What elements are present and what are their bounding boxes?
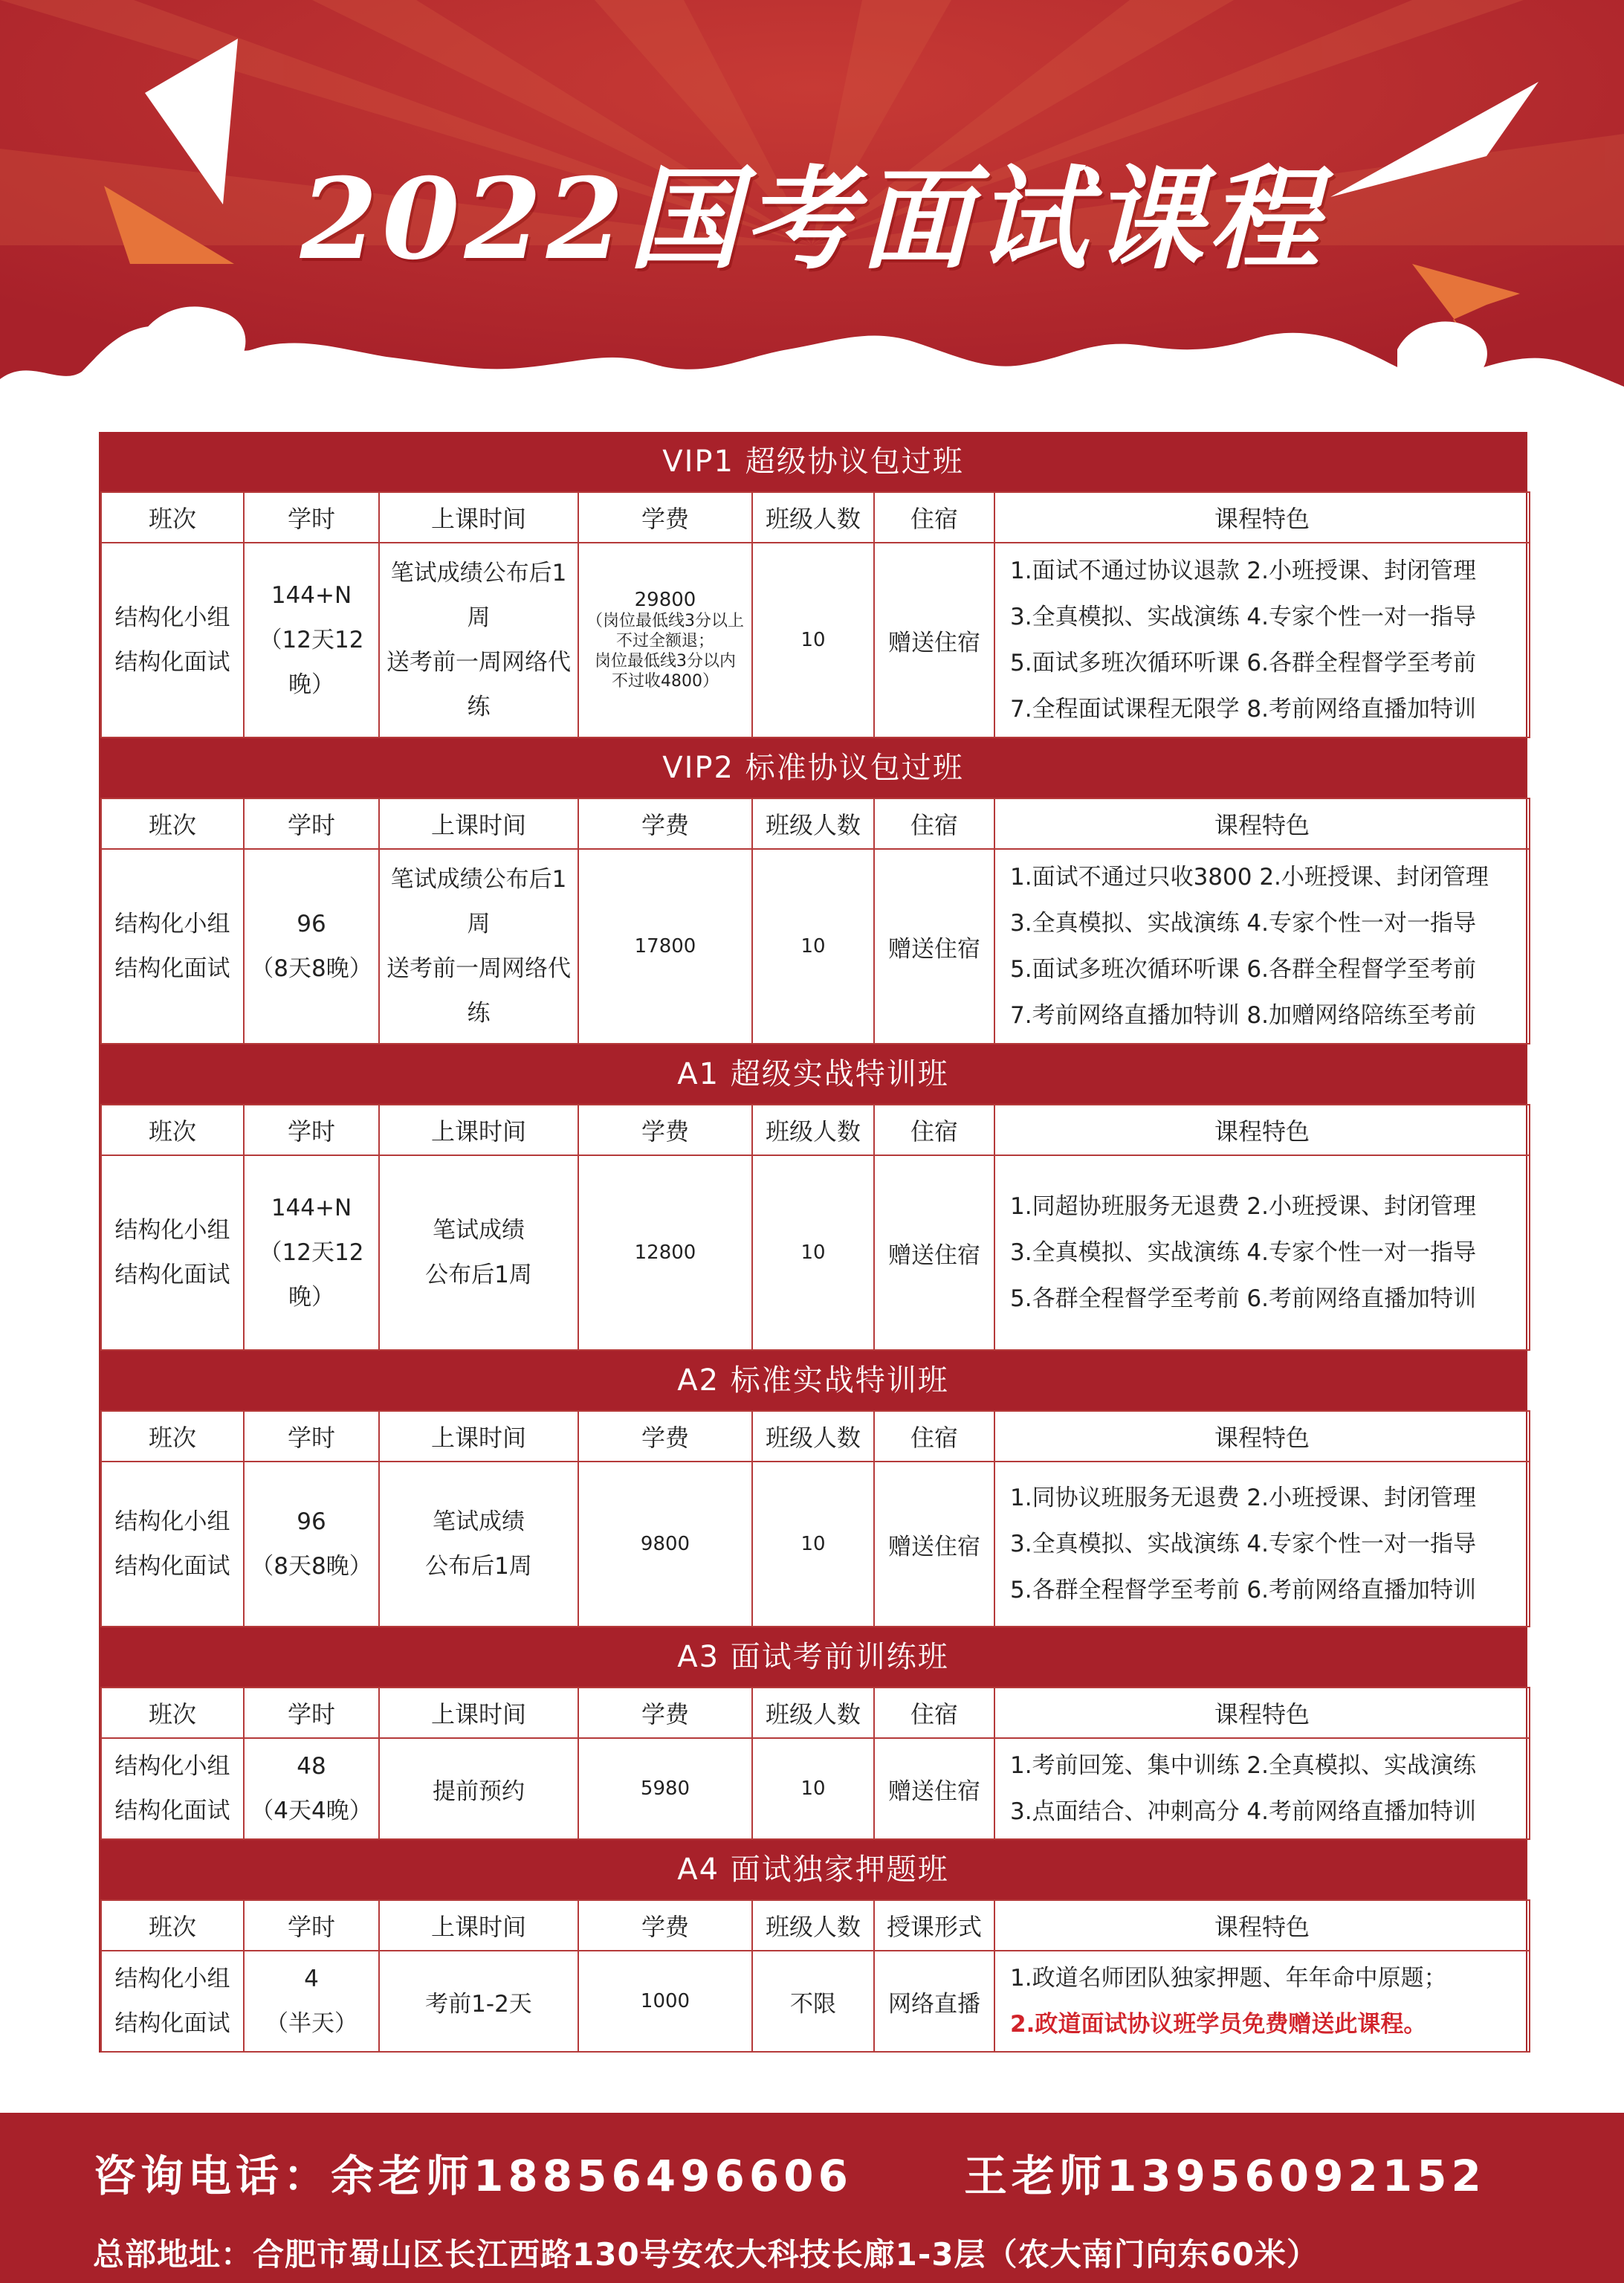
hours-cell: 144+N （12天12晚） — [244, 543, 379, 737]
lodging-cell: 赠送住宿 — [874, 1155, 994, 1350]
table-row — [101, 1951, 1530, 2052]
header-size: 班级人数 — [752, 492, 874, 543]
feature-line: 1.同协议班服务无退费 2.小班授课、封闭管理 — [1010, 1485, 1477, 1511]
table-row — [101, 543, 1530, 737]
header-class: 班次 — [101, 1688, 244, 1738]
section-title: VIP1 超级协议包过班 — [100, 432, 1526, 491]
tuition-cell: 12800 — [578, 1155, 752, 1350]
feature-line: 5.面试多班次循环听课 6.各群全程督学至考前 — [1010, 956, 1477, 983]
lodging-cell: 赠送住宿 — [874, 1738, 994, 1839]
header-tuition: 学费 — [578, 1411, 752, 1462]
schedule-cell: 考前1-2天 — [379, 1951, 578, 2052]
section-vip1 — [99, 432, 1527, 738]
feature-line: 1.面试不通过只收3800 2.小班授课、封闭管理 — [1010, 864, 1489, 891]
schedule-cell: 笔试成绩公布后1周 送考前一周网络代练 — [379, 543, 578, 737]
header-features: 课程特色 — [994, 1900, 1530, 1951]
feature-line: 7.考前网络直播加特训 8.加赠网络陪练至考前 — [1010, 1002, 1477, 1029]
header-features: 课程特色 — [994, 1688, 1530, 1738]
class-type-cell: 结构化小组 结构化面试 — [101, 1738, 244, 1839]
feature-line: 3.全真模拟、实战演练 4.专家个性一对一指导 — [1010, 1531, 1477, 1557]
header-lodging: 住宿 — [874, 492, 994, 543]
lodging-cell: 赠送住宿 — [874, 1462, 994, 1627]
header-lodging: 住宿 — [874, 1688, 994, 1738]
section-title: A1 超级实战特训班 — [100, 1044, 1526, 1104]
hours-cell: 96 （8天8晚） — [244, 849, 379, 1044]
features-cell — [994, 1462, 1530, 1627]
table-row — [101, 1155, 1530, 1350]
section-title: A3 面试考前训练班 — [100, 1627, 1526, 1687]
schedule-cell: 笔试成绩公布后1周 送考前一周网络代练 — [379, 849, 578, 1044]
feature-line: 1.面试不通过协议退款 2.小班授课、封闭管理 — [1010, 558, 1477, 584]
header-class: 班次 — [101, 1411, 244, 1462]
section-a4 — [99, 1840, 1527, 2053]
tuition-cell: 17800 — [578, 849, 752, 1044]
header-class: 班次 — [101, 492, 244, 543]
size-cell: 10 — [752, 1738, 874, 1839]
section-vip2 — [99, 738, 1527, 1044]
course-table — [100, 1687, 1530, 1840]
tuition-note: （岗位最低线3分以上 不过全额退； 岗位最低线3分以内 不过收4800） — [586, 612, 744, 691]
feature-line: 1.考前回笼、集中训练 2.全真模拟、实战演练 — [1010, 1752, 1477, 1779]
section-title: A2 标准实战特训班 — [100, 1351, 1526, 1410]
table-header-row — [101, 798, 1530, 849]
header-lodging: 住宿 — [874, 1105, 994, 1155]
header-tuition: 学费 — [578, 1688, 752, 1738]
class-type-cell: 结构化小组 结构化面试 — [101, 1155, 244, 1350]
header-teaching-format: 授课形式 — [874, 1900, 994, 1951]
course-table — [100, 491, 1530, 738]
table-row — [101, 849, 1530, 1044]
lodging-cell: 网络直播 — [874, 1951, 994, 2052]
lodging-cell: 赠送住宿 — [874, 849, 994, 1044]
course-table — [100, 1410, 1530, 1627]
section-title: A4 面试独家押题班 — [100, 1840, 1526, 1899]
table-header-row — [101, 1688, 1530, 1738]
feature-line: 5.面试多班次循环听课 6.各群全程督学至考前 — [1010, 650, 1477, 676]
table-header-row — [101, 1105, 1530, 1155]
features-cell — [994, 1738, 1530, 1839]
size-cell: 不限 — [752, 1951, 874, 2052]
header-features: 课程特色 — [994, 798, 1530, 849]
header-hours: 学时 — [244, 798, 379, 849]
feature-line: 3.全真模拟、实战演练 4.专家个性一对一指导 — [1010, 604, 1477, 630]
phone-label: 咨询电话： — [93, 2151, 331, 2201]
section-a1 — [99, 1044, 1527, 1351]
features-cell — [994, 1951, 1530, 2052]
header-size: 班级人数 — [752, 1900, 874, 1951]
header-hours: 学时 — [244, 1411, 379, 1462]
features-cell — [994, 849, 1530, 1044]
header-schedule: 上课时间 — [379, 1688, 578, 1738]
header-schedule: 上课时间 — [379, 1900, 578, 1951]
size-cell: 10 — [752, 1155, 874, 1350]
header-hours: 学时 — [244, 1900, 379, 1951]
lodging-cell: 赠送住宿 — [874, 543, 994, 737]
table-header-row — [101, 1900, 1530, 1951]
table-header-row — [101, 1411, 1530, 1462]
feature-line: 5.各群全程督学至考前 6.考前网络直播加特训 — [1010, 1577, 1477, 1604]
size-cell: 10 — [752, 543, 874, 737]
header-size: 班级人数 — [752, 1688, 874, 1738]
header-size: 班级人数 — [752, 798, 874, 849]
course-sections — [99, 432, 1527, 2053]
header-lodging: 住宿 — [874, 1411, 994, 1462]
header-tuition: 学费 — [578, 1900, 752, 1951]
header-class: 班次 — [101, 1105, 244, 1155]
contact-1: 余老师18856496606 — [331, 2151, 853, 2201]
course-table — [100, 1899, 1530, 2053]
tuition-cell: 5980 — [578, 1738, 752, 1839]
class-type-cell: 结构化小组 结构化面试 — [101, 543, 244, 737]
header-hours: 学时 — [244, 1688, 379, 1738]
table-header-row — [101, 492, 1530, 543]
features-cell — [994, 1155, 1530, 1350]
header-schedule: 上课时间 — [379, 492, 578, 543]
class-type-cell: 结构化小组 结构化面试 — [101, 849, 244, 1044]
feature-line: 3.点面结合、冲刺高分 4.考前网络直播加特训 — [1010, 1798, 1477, 1825]
features-cell — [994, 543, 1530, 737]
tuition-price: 29800 — [634, 589, 696, 611]
schedule-cell: 提前预约 — [379, 1738, 578, 1839]
class-type-cell: 结构化小组 结构化面试 — [101, 1951, 244, 2052]
header-tuition: 学费 — [578, 1105, 752, 1155]
header-features: 课程特色 — [994, 492, 1530, 543]
header-tuition: 学费 — [578, 492, 752, 543]
header-schedule: 上课时间 — [379, 798, 578, 849]
table-row — [101, 1738, 1530, 1839]
section-a2 — [99, 1351, 1527, 1627]
schedule-cell: 笔试成绩 公布后1周 — [379, 1462, 578, 1627]
feature-line: 1.同超协班服务无退费 2.小班授课、封闭管理 — [1010, 1193, 1477, 1220]
tuition-cell — [578, 543, 752, 737]
feature-line: 3.全真模拟、实战演练 4.专家个性一对一指导 — [1010, 1239, 1477, 1266]
header-hours: 学时 — [244, 492, 379, 543]
contact-2: 王老师13956092152 — [963, 2151, 1486, 2201]
hours-cell: 144+N （12天12晚） — [244, 1155, 379, 1350]
header-size: 班级人数 — [752, 1105, 874, 1155]
header-schedule: 上课时间 — [379, 1105, 578, 1155]
header-class: 班次 — [101, 1900, 244, 1951]
tuition-cell: 9800 — [578, 1462, 752, 1627]
hours-cell: 96 （8天8晚） — [244, 1462, 379, 1627]
section-title: VIP2 标准协议包过班 — [100, 738, 1526, 798]
feature-line: 7.全程面试课程无限学 8.考前网络直播加特训 — [1010, 696, 1477, 723]
header-schedule: 上课时间 — [379, 1411, 578, 1462]
feature-line: 1.政道名师团队独家押题、年年命中原题； — [1010, 1965, 1447, 1992]
class-type-cell: 结构化小组 结构化面试 — [101, 1462, 244, 1627]
table-row — [101, 1462, 1530, 1627]
contact-phone-line — [93, 2141, 1486, 2203]
header-class: 班次 — [101, 798, 244, 849]
feature-highlight: 2.政道面试协议班学员免费赠送此课程。 — [1010, 2011, 1427, 2038]
header-hours: 学时 — [244, 1105, 379, 1155]
hours-cell: 4 （半天） — [244, 1951, 379, 2052]
header-tuition: 学费 — [578, 798, 752, 849]
feature-line: 5.各群全程督学至考前 6.考前网络直播加特训 — [1010, 1285, 1477, 1312]
course-table — [100, 1104, 1530, 1351]
size-cell: 10 — [752, 1462, 874, 1627]
page-title: 2022国考面试课程 — [300, 154, 1324, 285]
section-a3 — [99, 1627, 1527, 1840]
tuition-cell: 1000 — [578, 1951, 752, 2052]
hours-cell: 48 （4天4晚） — [244, 1738, 379, 1839]
course-table — [100, 798, 1530, 1044]
headquarters-address: 总部地址：合肥市蜀山区长江西路130号安农大科技长廊1-3层（农大南门向东60米） — [93, 2236, 1319, 2273]
size-cell: 10 — [752, 849, 874, 1044]
header-lodging: 住宿 — [874, 798, 994, 849]
feature-line: 3.全真模拟、实战演练 4.专家个性一对一指导 — [1010, 910, 1477, 937]
schedule-cell: 笔试成绩 公布后1周 — [379, 1155, 578, 1350]
header-size: 班级人数 — [752, 1411, 874, 1462]
header-features: 课程特色 — [994, 1411, 1530, 1462]
header-features: 课程特色 — [994, 1105, 1530, 1155]
